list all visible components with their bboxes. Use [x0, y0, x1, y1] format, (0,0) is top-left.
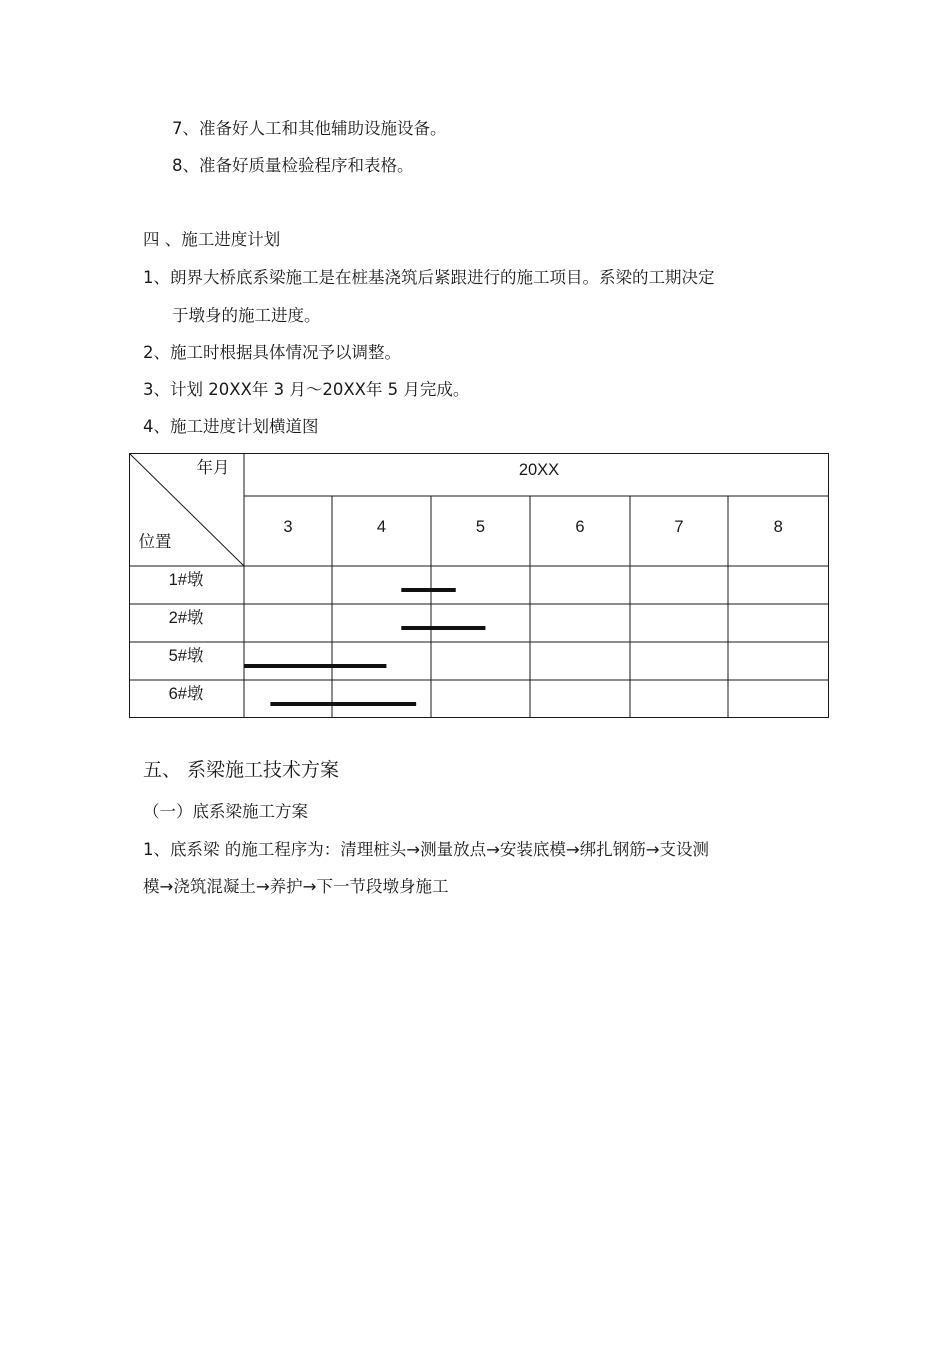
year-header: 20XX — [518, 461, 560, 479]
month-header-6: 6 — [575, 518, 585, 536]
gantt-chart-table — [129, 453, 829, 718]
para-1-line-2: 于墩身的施工进度。 — [172, 306, 321, 325]
para-4: 4、施工进度计划横道图 — [143, 417, 319, 436]
para-3: 3、计划 20XX年 3 月～20XX年 5 月完成。 — [143, 380, 470, 399]
month-header-8: 8 — [773, 518, 783, 536]
row-label: 1#墩 — [168, 571, 204, 589]
item-7: 7、准备好人工和其他辅助设施设备。 — [172, 119, 447, 138]
section-5-heading: 五、 系梁施工技术方案 — [143, 759, 340, 781]
month-header-5: 5 — [475, 518, 486, 536]
table-border — [130, 454, 829, 718]
row-label: 5#墩 — [168, 647, 204, 665]
row-label: 2#墩 — [168, 609, 204, 627]
step-1-line-2: 模→浇筑混凝土→养护→下一节段墩身施工 — [143, 877, 449, 896]
subsection-heading: （一）底系梁施工方案 — [143, 802, 308, 821]
item-8: 8、准备好质量检验程序和表格。 — [172, 156, 414, 175]
month-header-4: 4 — [376, 518, 387, 536]
row-label: 6#墩 — [168, 685, 204, 703]
para-2: 2、施工时根据具体情况予以调整。 — [143, 343, 401, 362]
section-4-heading: 四 、施工进度计划 — [143, 230, 281, 249]
month-header-7: 7 — [674, 518, 684, 536]
month-header-3: 3 — [283, 518, 293, 536]
para-1-line-1: 1、朗界大桥底系梁施工是在桩基浇筑后紧跟进行的施工项目。系梁的工期决定 — [143, 268, 715, 287]
corner-header-position: 位置 — [138, 533, 172, 551]
step-1-line-1: 1、底系梁 的施工程序为：清理桩头→测量放点→安装底模→绑扎钢筋→支设测 — [143, 840, 710, 859]
corner-header-year-month: 年月 — [196, 459, 230, 477]
